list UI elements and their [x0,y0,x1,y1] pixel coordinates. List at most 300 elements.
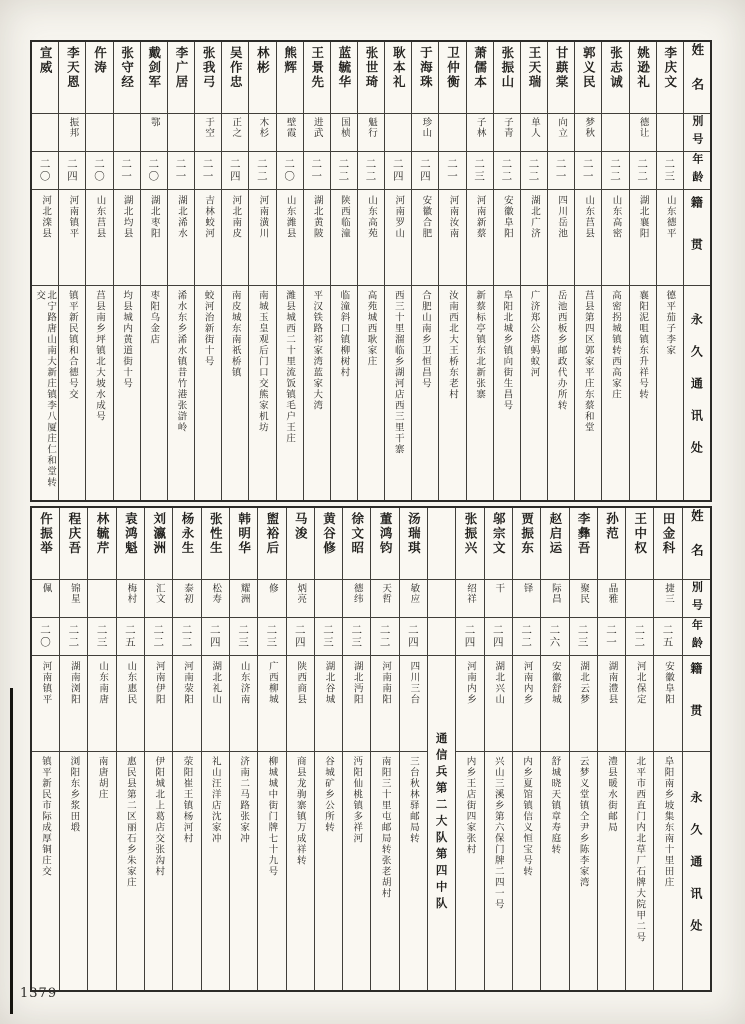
person-origin-cell [222,190,248,286]
person-age: 二四 [418,158,431,183]
person-address-cell [195,286,221,500]
header-address-cell [684,286,710,500]
person-age: 二〇 [92,158,105,183]
person-age-cell [485,618,512,656]
person-name-cell [521,42,547,114]
person-name: 郭义民 [581,46,597,90]
person-name-cell [400,508,427,580]
person-alias-cell [439,114,465,152]
header-age-cell [684,152,710,190]
person-age-cell [230,618,257,656]
person-name: 孙范 [604,512,620,541]
person-alias: 天哲 [380,583,392,604]
person-address: 柳城城中街门牌七十九号 [266,756,278,877]
person-origin-cell [315,656,342,752]
person-age: 二二 [255,158,268,183]
person-alias-cell [60,580,87,618]
person-alias: 绍祥 [464,583,476,604]
person-address-cell [304,286,330,500]
person-column [466,42,493,500]
person-name-cell [626,508,653,580]
person-name: 李广居 [173,46,189,90]
person-name-cell [117,508,144,580]
person-origin-cell [575,190,601,286]
person-address: 枣阳乌金店 [148,290,160,345]
person-age-cell [548,152,574,190]
person-address: 伊阳城北上葛店交张沟村 [153,756,165,877]
header-alias-cell [684,114,710,152]
person-alias: 德纬 [351,583,363,604]
person-address-cell [485,752,512,990]
person-age: 二二 [364,158,377,183]
person-age: 二一 [201,158,214,183]
person-alias: 泰初 [182,583,193,604]
person-age-cell [32,152,58,190]
person-name-cell [494,42,520,114]
person-address: 南唐胡庄 [96,756,108,800]
person-age-cell [494,152,520,190]
empty-age-cell [428,618,455,656]
person-alias: 木杉 [257,117,269,138]
person-address-cell [114,286,140,500]
person-alias-cell [657,114,683,152]
person-name-cell [439,42,465,114]
person-origin: 陕西临潼 [338,195,350,239]
person-column [330,42,357,500]
person-name-cell [657,42,683,114]
person-column [257,508,285,990]
person-origin-cell [86,190,112,286]
person-alias: 聚民 [578,583,590,604]
person-alias-cell [626,580,653,618]
person-age: 二四 [208,624,221,649]
person-alias-cell [575,114,601,152]
person-age-cell [277,152,303,190]
person-age-cell [358,152,384,190]
person-address: 镇平新民市际成厚铜庄交 [40,756,52,877]
person-name-cell [598,508,625,580]
person-address-cell [626,752,653,990]
person-origin: 山东莒县 [583,195,595,239]
person-origin: 湖北沔阳 [351,661,363,705]
person-name-cell [630,42,656,114]
person-name: 张守经 [119,46,135,90]
person-age-cell [304,152,330,190]
person-alias-cell [513,580,540,618]
person-address-cell [548,286,574,500]
header-name-cell [683,508,710,580]
person-column [601,42,628,500]
person-column [512,508,540,990]
person-column [520,42,547,500]
person-origin: 山东济南 [238,661,250,705]
unit-label-cell [428,656,455,990]
person-address: 岳池西板乡邮政代办所转 [555,290,567,411]
person-age-cell [222,152,248,190]
person-address-cell [602,286,628,500]
person-origin: 湖北均县 [121,195,133,239]
person-address-cell [230,752,257,990]
person-age: 二一 [120,158,133,183]
person-alias-cell [32,580,59,618]
person-origin: 河南内乡 [464,661,476,705]
person-alias: 魁行 [366,117,378,138]
person-alias: 珍山 [420,117,432,138]
person-column [229,508,257,990]
person-column [384,42,411,500]
person-origin-cell [412,190,438,286]
header-address-label: 永久通讯处 [688,791,703,951]
header-alias-label: 別号 [690,580,704,617]
person-origin-cell [494,190,520,286]
person-age: 二四 [406,624,419,649]
person-age-cell [654,618,681,656]
person-age: 二三 [95,624,108,649]
person-origin-cell [249,190,275,286]
person-alias-cell [602,114,628,152]
person-age: 二二 [180,624,193,649]
person-name-cell [654,508,681,580]
person-column [248,42,275,500]
person-origin: 安徽阜阳 [501,195,513,239]
person-origin-cell [570,656,597,752]
person-alias: 子林 [474,117,486,138]
person-age: 二二 [378,624,391,649]
person-name-cell [385,42,411,114]
person-column [201,508,229,990]
roster-table-top [30,40,712,502]
person-alias-cell [114,114,140,152]
person-name-cell [202,508,229,580]
header-name-label: 姓名 [689,509,705,578]
header-age-cell [683,618,710,656]
person-address-cell [371,752,398,990]
person-address: 阜阳南乡坡集东南十里田庄 [662,756,674,888]
person-column [597,508,625,990]
person-name: 蓝毓华 [336,46,352,90]
person-age-cell [541,618,568,656]
person-age-cell [521,152,547,190]
person-name: 邬宗文 [491,512,507,556]
person-address-cell [654,752,681,990]
person-origin: 山东惠民 [125,661,137,705]
header-name-cell [684,42,710,114]
person-origin: 湖北云梦 [578,661,590,705]
person-origin: 山东高苑 [366,195,378,239]
person-name-cell [168,42,194,114]
person-name-cell [88,508,115,580]
person-origin-cell [400,656,427,752]
person-address: 平汉铁路祁家湾蓝家大湾 [311,290,323,411]
person-alias: 德让 [637,117,649,138]
person-age: 二二 [527,158,540,183]
person-origin-cell [304,190,330,286]
person-alias-cell [541,580,568,618]
person-name: 张世琦 [364,46,380,90]
person-address: 潍县城西二十里流饭镇毛户王庄 [284,290,296,444]
person-name: 李庆文 [662,46,678,90]
person-origin-cell [230,656,257,752]
person-age-cell [145,618,172,656]
person-age-cell [141,152,167,190]
person-age: 二〇 [283,158,296,183]
person-address: 舒城晓天镇章寿庭转 [549,756,561,855]
person-origin-cell [173,656,200,752]
person-age: 二五 [123,624,136,649]
person-age-cell [456,618,483,656]
person-origin: 吉林蛟河 [203,195,215,239]
person-alias-cell [521,114,547,152]
person-origin-cell [60,656,87,752]
person-name-cell [575,42,601,114]
person-column [314,508,342,990]
person-alias-cell [400,580,427,618]
person-name-cell [258,508,285,580]
person-name: 汤瑞琪 [406,512,422,556]
person-age-cell [258,618,285,656]
person-origin-cell [141,190,167,286]
unit-label: 通信兵第二大队第四中队 [434,732,449,914]
person-origin: 安徽舒城 [549,661,561,705]
person-origin: 山东莒县 [94,195,106,239]
person-origin-cell [371,656,398,752]
person-address-cell [117,752,144,990]
person-origin: 湖北黄陂 [311,195,323,239]
person-origin-cell [358,190,384,286]
person-address-cell [32,752,59,990]
person-origin-cell [287,656,314,752]
person-column [144,508,172,990]
person-address: 三台秋林驿邮局转 [407,756,419,844]
person-address-cell [145,752,172,990]
person-column [32,508,59,990]
person-origin-cell [88,656,115,752]
person-name-cell [602,42,628,114]
person-address-cell [521,286,547,500]
person-name-cell [331,42,357,114]
person-name-cell [371,508,398,580]
person-address: 内乡王店街四家张村 [464,756,476,855]
person-alias-cell [485,580,512,618]
person-alias: 梅村 [125,583,137,604]
person-name: 赵启运 [547,512,563,556]
person-origin: 河南伊阳 [153,661,165,705]
empty-name-cell [428,508,455,580]
person-column [286,508,314,990]
person-name: 徐文昭 [349,512,365,556]
person-column [113,42,140,500]
person-age-cell [570,618,597,656]
person-address: 荥阳崔王镇杨河村 [181,756,193,844]
person-column [221,42,248,500]
person-age-cell [467,152,493,190]
person-age-cell [173,618,200,656]
person-address: 襄阳泥咀镇东升祥号转 [637,290,649,400]
person-origin-cell [145,656,172,752]
person-origin: 湖南澧县 [606,661,618,705]
person-origin: 河南罗山 [393,195,405,239]
person-age: 二三 [663,158,676,183]
person-column [569,508,597,990]
person-age-cell [385,152,411,190]
person-address: 沔阳仙桃镇多祥河 [351,756,363,844]
person-origin-cell [114,190,140,286]
person-name: 张我弓 [201,46,217,90]
person-column [167,42,194,500]
header-alias-cell [683,580,710,618]
person-address: 南城玉皇观后门口交熊家机坊 [256,290,268,433]
person-age: 二一 [554,158,567,183]
person-name: 王中权 [632,512,648,556]
person-name-cell [230,508,257,580]
person-name: 戴剑军 [146,46,162,90]
person-name-cell [141,42,167,114]
person-column [357,42,384,500]
person-address-cell [331,286,357,500]
person-age: 二四 [293,624,306,649]
person-name-cell [222,42,248,114]
person-address-cell [630,286,656,500]
person-address: 莒县第四区郭家平庄东蔡和堂 [582,290,594,433]
person-origin: 河北滦县 [40,195,52,239]
roster-table-bottom [30,506,712,992]
person-name-cell [277,42,303,114]
person-alias-cell [598,580,625,618]
person-age: 二六 [548,624,561,649]
person-alias: 向立 [556,117,568,138]
person-column [399,508,427,990]
person-address: 新蔡标亭镇东北新张寨 [474,290,486,400]
person-address-cell [657,286,683,500]
person-origin: 河北南皮 [230,195,242,239]
person-age-cell [60,618,87,656]
person-age-cell [657,152,683,190]
person-age-cell [602,152,628,190]
person-alias-cell [88,580,115,618]
person-column [85,42,112,500]
person-alias-cell [222,114,248,152]
person-name: 甘蕻棠 [554,46,570,90]
person-origin: 湖北礼山 [210,661,222,705]
person-origin-cell [521,190,547,286]
person-origin-cell [657,190,683,286]
person-column [540,508,568,990]
person-name: 袁鸿魁 [123,512,139,556]
person-alias-cell [141,114,167,152]
person-alias-cell [117,580,144,618]
person-name-cell [343,508,370,580]
person-age: 二三 [237,624,250,649]
person-address-cell [315,752,342,990]
person-address: 浏阳东乡浆田塅 [68,756,80,833]
person-alias-cell [358,114,384,152]
person-address: 礼山汪洋店沈家冲 [209,756,221,844]
person-age-cell [86,152,112,190]
person-alias-cell [385,114,411,152]
person-address: 莒县南乡坪镇北大坡水成号 [93,290,105,422]
person-age-cell [287,618,314,656]
person-name: 韩明华 [236,512,252,556]
person-name-cell [249,42,275,114]
person-name-cell [60,508,87,580]
person-name-cell [86,42,112,114]
person-name: 萧儒本 [472,46,488,90]
person-age: 二四 [391,158,404,183]
person-name-cell [548,42,574,114]
person-address-cell [570,752,597,990]
person-column [455,508,483,990]
person-alias-cell [315,580,342,618]
person-age: 二〇 [39,624,52,649]
person-address-cell [173,752,200,990]
person-origin: 四川岳池 [556,195,568,239]
person-origin-cell [548,190,574,286]
person-age: 二一 [310,158,323,183]
person-name: 张志诚 [608,46,624,90]
person-age: 二二 [636,158,649,183]
person-alias-cell [168,114,194,152]
person-age: 二二 [152,624,165,649]
person-alias: 梦秋 [583,117,595,138]
person-column [140,42,167,500]
person-column [653,508,681,990]
person-name: 田金科 [661,512,677,556]
person-alias-cell [467,114,493,152]
person-address: 内乡夏馆镇信义恒宝号转 [521,756,533,877]
person-origin: 山东南唐 [97,661,109,705]
person-column [484,508,512,990]
person-name: 李彝吾 [576,512,592,556]
person-address: 南皮城东南祇桥镇 [229,290,241,378]
person-alias: 晶雅 [606,583,618,604]
person-address-cell [277,286,303,500]
person-column [58,42,85,500]
person-age-cell [626,618,653,656]
person-column [547,42,574,500]
field-header-column [682,508,710,990]
person-name-cell [315,508,342,580]
person-origin-cell [277,190,303,286]
person-name: 刘瀛洲 [151,512,167,556]
person-name: 王景先 [309,46,325,90]
person-age: 二二 [500,158,513,183]
person-column [276,42,303,500]
person-age-cell [117,618,144,656]
field-header-column [683,42,710,500]
person-address-cell [60,752,87,990]
person-alias-cell [304,114,330,152]
person-address: 云梦义堂镇仝尹乡陈李家湾 [577,756,589,888]
person-age-cell [630,152,656,190]
person-age: 二四 [463,624,476,649]
person-origin: 湖北襄阳 [637,195,649,239]
person-address: 浠水东乡浠水镇昔竹港张滸岭 [175,290,187,433]
person-name: 杨永生 [180,512,195,556]
person-alias: 松寿 [210,583,222,604]
person-origin-cell [195,190,221,286]
person-name: 张性生 [208,512,224,556]
person-name-cell [304,42,330,114]
person-alias-cell [32,114,58,152]
person-origin: 湖北浠水 [175,195,187,239]
person-address-cell [400,752,427,990]
header-age-label: 年龄 [690,618,704,655]
person-alias: 干 [493,583,505,594]
person-column [172,508,200,990]
person-name-cell [195,42,221,114]
person-origin-cell [485,656,512,752]
person-alias: 铎 [521,583,533,594]
